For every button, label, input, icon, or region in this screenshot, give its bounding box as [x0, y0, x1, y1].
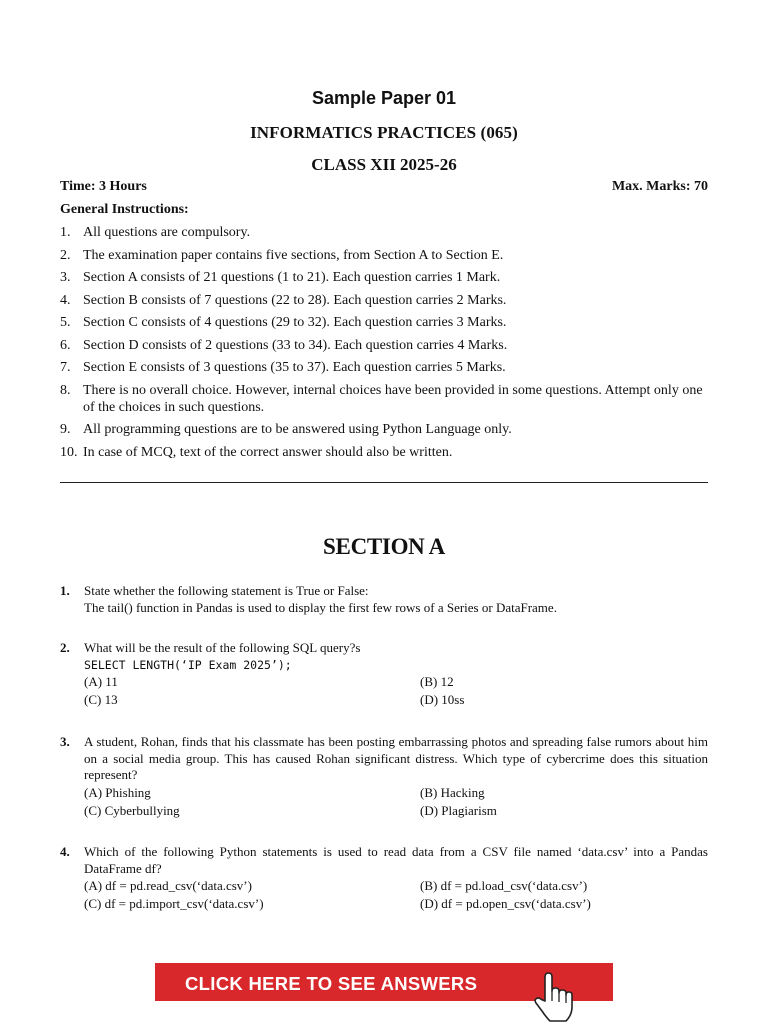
- instruction-text: All questions are compulsory.: [83, 225, 251, 240]
- question-text: What will be the result of the following SQL query?s: [84, 640, 361, 655]
- instruction-number: 7.: [60, 360, 71, 375]
- instruction-text: In case of MCQ, text of the correct answer should also be written.: [83, 444, 453, 460]
- instruction-text: Section E consists of 3 questions (35 to 37). Each question carries 5 Marks.: [83, 360, 506, 375]
- see-answers-label: CLICK HERE TO SEE ANSWERS: [185, 973, 478, 994]
- option-a[interactable]: (A) Phishing: [84, 784, 151, 800]
- instruction-number: 1.: [60, 225, 71, 240]
- paper-title: Sample Paper 01: [311, 88, 457, 108]
- option-a[interactable]: (A) df = pd.read_csv(‘data.csv’): [84, 878, 252, 893]
- question-body: [84, 583, 708, 616]
- instruction-number: 2.: [60, 247, 71, 263]
- option-b[interactable]: (B) Hacking: [420, 784, 485, 800]
- question-number: 4.: [60, 844, 70, 859]
- question-body: [84, 844, 708, 913]
- instruction-number: 9.: [60, 422, 71, 437]
- question-body: [84, 640, 708, 709]
- instruction-item: [60, 337, 708, 354]
- instructions-heading: General Instructions:: [60, 202, 189, 217]
- instruction-text: Section C consists of 4 questions (29 to 32). Each question carries 3 Marks.: [83, 315, 507, 330]
- option-c[interactable]: (C) Cyberbullying: [84, 802, 180, 818]
- pointing-hand-icon: [533, 971, 575, 1028]
- instruction-number: 3.: [60, 270, 71, 285]
- instruction-number: 8.: [60, 382, 71, 398]
- question-number: 3.: [60, 734, 70, 749]
- instruction-item: [60, 224, 708, 241]
- instructions-list: [60, 224, 708, 466]
- instruction-item: [60, 247, 708, 264]
- question-number: 2.: [60, 640, 70, 655]
- section-divider: [60, 482, 708, 483]
- option-b[interactable]: (B) 12: [420, 674, 454, 689]
- instruction-number: 6.: [60, 337, 71, 353]
- sql-code: SELECT LENGTH(‘IP Exam 2025’);: [84, 657, 292, 672]
- max-marks-label: Max. Marks: 70: [611, 179, 708, 194]
- instruction-item: [60, 444, 708, 461]
- instruction-number: 10.: [60, 444, 78, 460]
- instruction-number: 5.: [60, 315, 71, 330]
- instruction-item: [60, 421, 708, 438]
- question-body: [84, 734, 708, 820]
- instruction-number: 4.: [60, 292, 71, 308]
- class-title: CLASS XII 2025-26: [311, 155, 457, 174]
- instruction-item: [60, 269, 708, 286]
- option-d[interactable]: (D) 10ss: [420, 692, 465, 707]
- time-label: Time: 3 Hours: [60, 179, 147, 194]
- question-text: State whether the following statement is True or False:: [84, 583, 369, 598]
- options-grid: [84, 673, 708, 709]
- option-b[interactable]: (B) df = pd.load_csv(‘data.csv’): [420, 878, 588, 893]
- question-text: A student, Rohan, finds that his classmate has been posting embarrassing photos and spreading false rumors about him on a social media group. This has caused Rohan significant distress. Which type of cybercrime does this situation represent?: [84, 734, 708, 782]
- option-a[interactable]: (A) 11: [84, 674, 118, 689]
- instruction-item: [60, 292, 708, 309]
- question-statement: The tail() function in Pandas is used to display the first few rows of a Series or DataFrame.: [84, 599, 557, 615]
- instruction-item: [60, 382, 708, 416]
- instruction-text: There is no overall choice. However, internal choices have been provided in some questions. Attempt only one of the choices in such questions.: [83, 382, 703, 415]
- subject-title: INFORMATICS PRACTICES (065): [250, 123, 518, 142]
- instruction-text: Section A consists of 21 questions (1 to 21). Each question carries 1 Mark.: [83, 270, 501, 285]
- instruction-item: [60, 314, 708, 331]
- exam-meta: [60, 179, 708, 195]
- options-grid: [84, 877, 708, 913]
- instruction-text: Section D consists of 2 questions (33 to 34). Each question carries 4 Marks.: [83, 337, 508, 353]
- section-a-title: SECTION A: [323, 534, 445, 559]
- question-text: Which of the following Python statements is used to read data from a CSV file named ‘data.csv’ into a Pandas DataFrame df?: [84, 844, 708, 876]
- instruction-text: All programming questions are to be answered using Python Language only.: [83, 422, 512, 437]
- option-d[interactable]: (D) df = pd.open_csv(‘data.csv’): [420, 896, 591, 911]
- see-answers-button[interactable]: [155, 963, 613, 1001]
- options-grid: [84, 784, 708, 820]
- instruction-text: The examination paper contains five sections, from Section A to Section E.: [83, 247, 504, 263]
- option-c[interactable]: (C) df = pd.import_csv(‘data.csv’): [84, 896, 264, 911]
- instruction-text: Section B consists of 7 questions (22 to 28). Each question carries 2 Marks.: [83, 292, 507, 308]
- instruction-item: [60, 359, 708, 376]
- option-d[interactable]: (D) Plagiarism: [420, 802, 497, 818]
- question-number: 1.: [60, 583, 70, 598]
- option-c[interactable]: (C) 13: [84, 692, 118, 707]
